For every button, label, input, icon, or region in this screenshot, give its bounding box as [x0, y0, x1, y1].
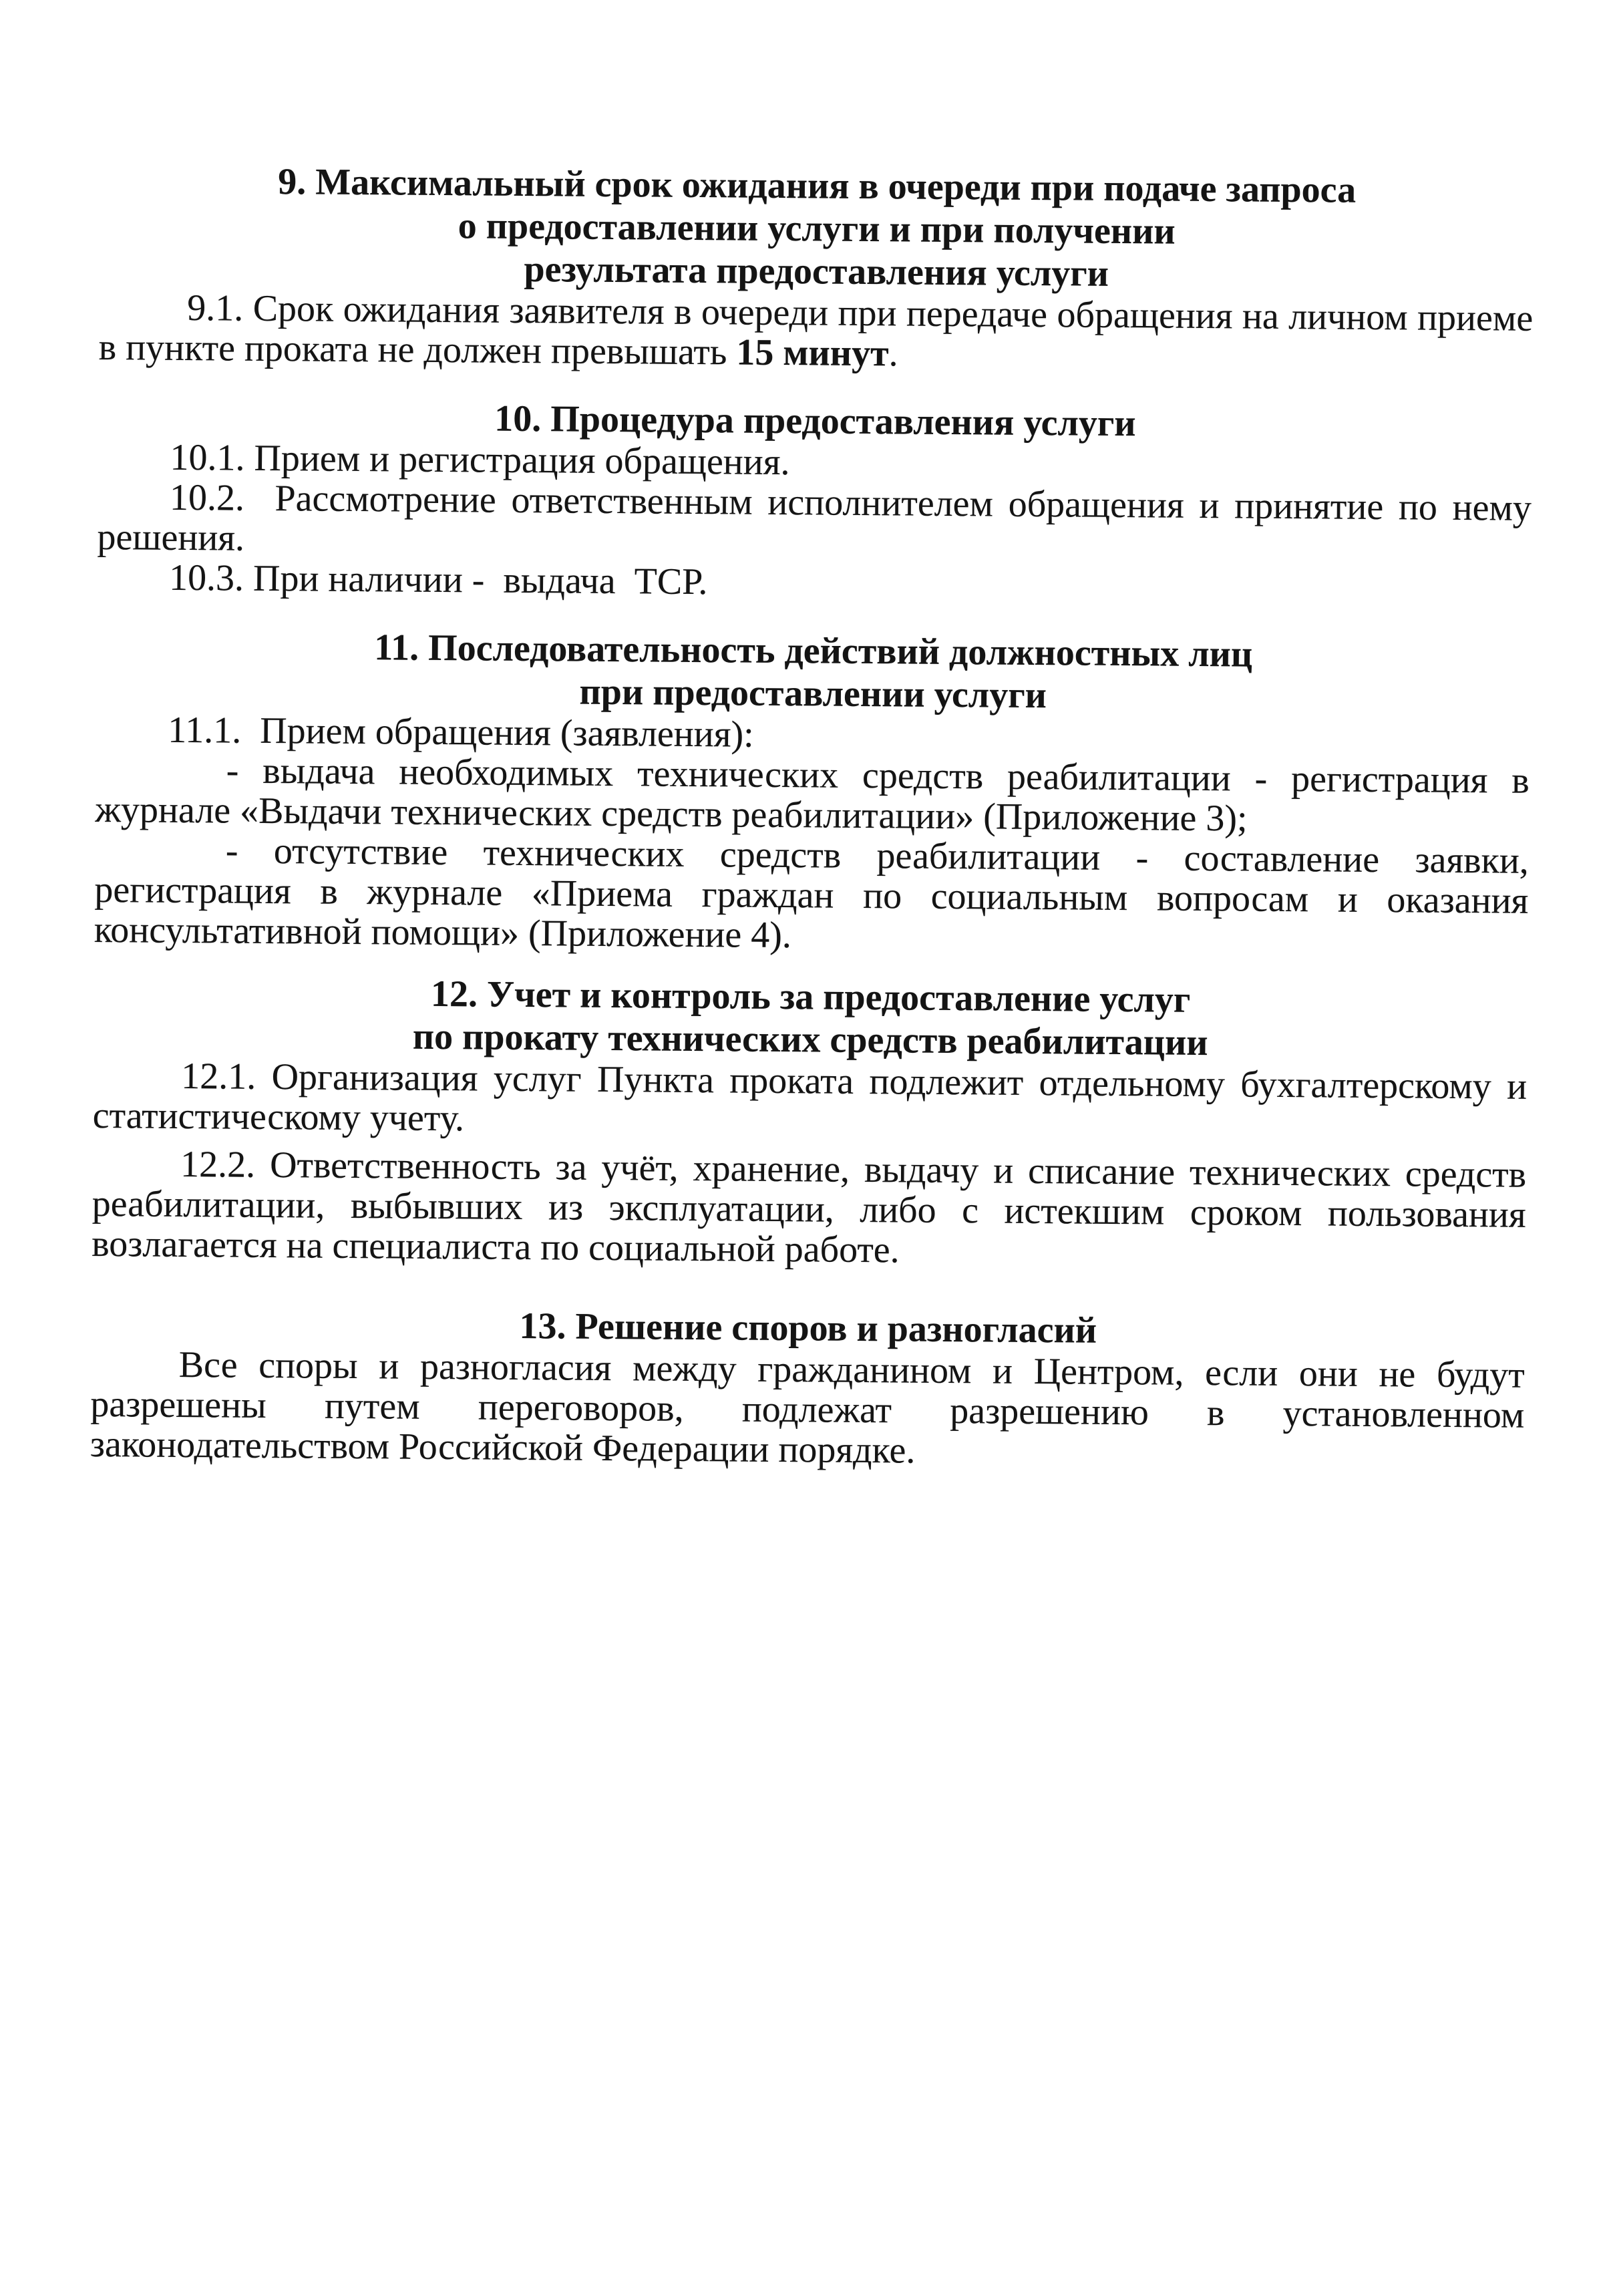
paragraph-10-1: 10.1. Прием и регистрация обращения. — [170, 436, 790, 484]
paragraph-12-1: 12.1. Организация услуг Пункта проката подлежит отдельному бухгалтерскому и статистическому учету. — [92, 1055, 1528, 1140]
paragraph-11-1-dash-item-1: - выдача необходимых технических средств реабилитации - регистрация в журнале «Выдачи технических средств реабилитации» (Приложение 3); — [95, 750, 1530, 840]
section-13-heading-line-1: 13. Решение споров и разногласий — [519, 1305, 1097, 1351]
section-11-heading-line-1: 11. Последовательность действий должностных лиц — [374, 627, 1253, 675]
paragraph-9-1 — [99, 287, 1534, 379]
section-11-heading — [96, 624, 1531, 721]
paragraph-9-1-period: . — [888, 333, 898, 375]
section-12-heading — [93, 970, 1528, 1067]
paragraph-9-1-text: 9.1. Срок ожидания заявителя в очереди при передаче обращения на личном приеме в пункте проката не должен превышать — [98, 287, 1534, 373]
section-9-heading-line-1: 9. Максимальный срок ожидания в очереди при подаче запроса — [278, 161, 1357, 211]
section-9-heading-line-3: результата предоставления услуги — [524, 248, 1109, 295]
paragraph-10-2: 10.2. Рассмотрение ответственным исполнителем обращения и принятие по нему решения. — [97, 476, 1532, 559]
paragraph-10-3: 10.3. При наличии - выдача ТСР. — [168, 556, 708, 603]
paragraph-13-1: Все споры и разногласия между гражданином и Центром, если они не будут разрешены путем переговоров, подлежат разрешению в установленном законодательством Российской Федерации порядке. — [90, 1343, 1526, 1472]
document-text-block — [90, 159, 1534, 1476]
paragraph-11-1: 11.1. Прием обращения (заявления): — [168, 709, 754, 756]
section-9-heading-line-2: о предоставлении услуги и при получении — [458, 205, 1176, 253]
section-10-heading-line-1: 10. Процедура предоставления услуги — [494, 397, 1136, 445]
paragraph-9-1-bold-value: 15 минут — [736, 331, 889, 375]
section-11-heading-line-2: при предоставлении услуги — [579, 671, 1047, 717]
section-12-heading-line-1: 12. Учет и контроль за предоставление услуг — [430, 973, 1191, 1021]
paragraph-12-2: 12.2. Ответственность за учёт, хранение, выдачу и списание технических средств реабилитации, выбывших из эксплуатации, либо с истекшим сроком пользования возлагается на специалиста по социальной работе. — [92, 1143, 1527, 1271]
section-9-heading — [99, 159, 1534, 299]
paragraph-11-1-dash-item-2: - отсутствие технических средств реабилитации - составление заявки, регистрация в журнале «Приема граждан по социальным вопросам и оказания консультативной помощи» (Приложение 4). — [94, 830, 1530, 957]
section-12-heading-line-2: по прокату технических средств реабилитации — [412, 1015, 1208, 1064]
